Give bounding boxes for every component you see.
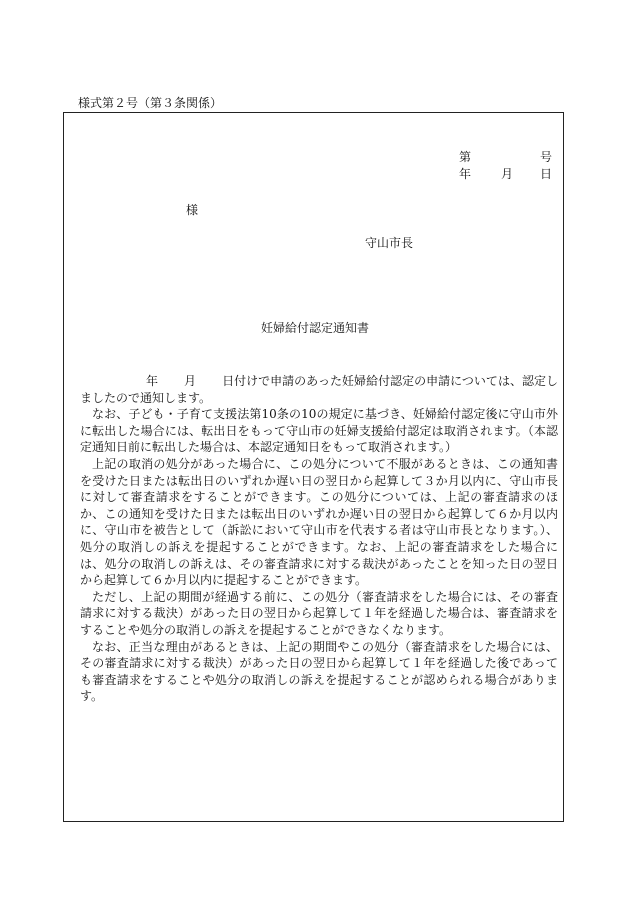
form-number-label: 様式第２号（第３条関係） bbox=[78, 96, 223, 110]
date-year: 年 bbox=[459, 167, 472, 181]
p1-month: 月 bbox=[184, 374, 197, 388]
p1-year: 年 bbox=[146, 374, 159, 388]
document-title: 妊婦給付認定通知書 bbox=[260, 321, 369, 335]
issuer-name: 守山市長 bbox=[365, 236, 414, 250]
paragraph-1 bbox=[80, 373, 558, 406]
paragraph-2: なお、子ども・子育て支援法第10条の10の規定に基づき、妊婦給付認定後に守山市外に転出した場合には、転出日をもって守山市の妊婦支援給付認定は取消されます。（本認定通知日前に転出した場合は、本認定通知日をもって取消されます。） bbox=[80, 407, 558, 455]
date-month: 月 bbox=[501, 167, 514, 181]
number-suffix: 号 bbox=[540, 150, 553, 164]
paragraph-5: なお、正当な理由があるときは、上記の期間やこの処分（審査請求をした場合には、その審査請求に対する裁決）があった日の翌日から起算して１年を経過した後であっても審査請求をすることや処分の取消しの訴えを提起することが認められる場合があります。 bbox=[80, 639, 558, 704]
paragraph-3: 上記の取消の処分があった場合に、この処分について不服があるときは、この通知書を受けた日または転出日のいずれか遅い日の翌日から起算して３か月以内に、守山市長に対して審査請求をすることができます。この処分については、上記の審査請求のほか、この通知を受けた日または転出日のいずれか遅い日の翌日から起算して６か月以内に、守山市を被告として（訴訟において守山市を代表する者は守山市長となります。）、処分の取消しの訴えを提起することができます。なお、上記の審査請求をした場合には、処分の取消しの訴えは、その審査請求に対する裁決があったことを知った日の翌日から起算して６か月以内に提起することができます。 bbox=[80, 456, 558, 588]
paragraph-4: ただし、上記の期間が経過する前に、この処分（審査請求をした場合には、その審査請求に対する裁決）があった日の翌日から起算して１年を経過した場合は、審査請求をすることや処分の取消しの訴えを提起することができなくなります。 bbox=[80, 589, 558, 637]
number-prefix: 第 bbox=[459, 150, 472, 164]
date-day: 日 bbox=[540, 167, 553, 181]
addressee-honorific: 様 bbox=[186, 203, 199, 217]
body-text bbox=[80, 373, 558, 705]
p1-text: 日付けで申請のあった妊婦給付認定の申請については、認定しましたので通知します。 bbox=[80, 374, 558, 405]
